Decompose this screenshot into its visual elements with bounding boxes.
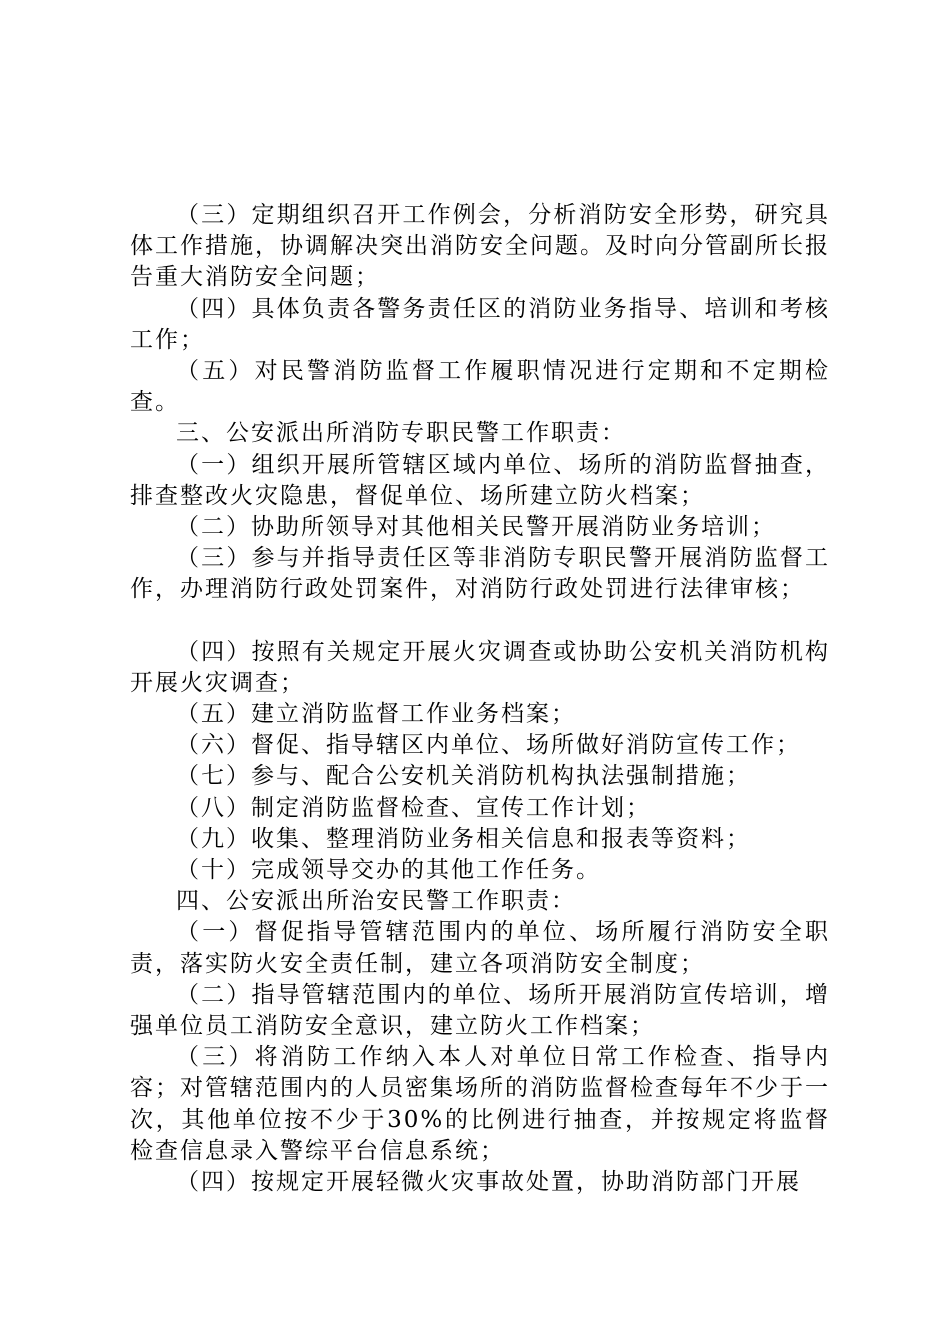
paragraph-s3-10: （十）完成领导交办的其他工作任务。 <box>176 857 601 884</box>
paragraph-s3-9: （九）收集、整理消防业务相关信息和报表等资料； <box>176 825 751 852</box>
blank-line <box>130 606 830 637</box>
document-body <box>130 200 830 1198</box>
paragraph-s3-1: （一）组织开展所管辖区域内单位、场所的消防监督抽查，排查整改火灾隐患，督促单位、场所建立防火档案； <box>130 451 830 509</box>
paragraph-s3-7: （七）参与、配合公安机关消防机构执法强制措施； <box>176 763 751 790</box>
paragraph-s3-6: （六）督促、指导辖区内单位、场所做好消防宣传工作； <box>176 732 801 759</box>
paragraph-s3-5: （五）建立消防监督工作业务档案； <box>176 701 576 728</box>
paragraph-3-meetings: （三）定期组织召开工作例会，分析消防安全形势，研究具体工作措施，协调解决突出消防安全问题。及时向分管副所长报告重大消防安全问题； <box>130 202 830 291</box>
paragraph-s3-8: （八）制定消防监督检查、宣传工作计划； <box>176 794 651 821</box>
section-heading-4: 四、公安派出所治安民警工作职责： <box>176 888 576 915</box>
paragraph-s3-4: （四）按照有关规定开展火灾调查或协助公安机关消防机构开展火灾调查； <box>130 638 830 696</box>
paragraph-5-inspection: （五）对民警消防监督工作履职情况进行定期和不定期检查。 <box>130 358 830 416</box>
paragraph-s3-3: （三）参与并指导责任区等非消防专职民警开展消防监督工作，办理消防行政处罚案件，对消防行政处罚进行法律审核； <box>130 545 830 603</box>
paragraph-4-guidance: （四）具体负责各警务责任区的消防业务指导、培训和考核工作； <box>130 295 830 353</box>
paragraph-s4-2: （二）指导管辖范围内的单位、场所开展消防宣传培训，增强单位员工消防安全意识，建立防火工作档案； <box>130 981 830 1040</box>
section-heading-3: 三、公安派出所消防专职民警工作职责： <box>176 420 626 447</box>
paragraph-s4-3: （三）将消防工作纳入本人对单位日常工作检查、指导内容；对管辖范围内的人员密集场所的消防监督检查每年不少于一次，其他单位按不少于30%的比例进行抽查，并按规定将监督检查信息录入警综平台信息系统； <box>130 1044 830 1164</box>
paragraph-s3-2: （二）协助所领导对其他相关民警开展消防业务培训； <box>176 514 776 541</box>
paragraph-s4-4: （四）按规定开展轻微火灾事故处置，协助消防部门开展 <box>176 1169 801 1196</box>
paragraph-s4-1: （一）督促指导管辖范围内的单位、场所履行消防安全职责，落实防火安全责任制，建立各项消防安全制度； <box>130 919 830 977</box>
